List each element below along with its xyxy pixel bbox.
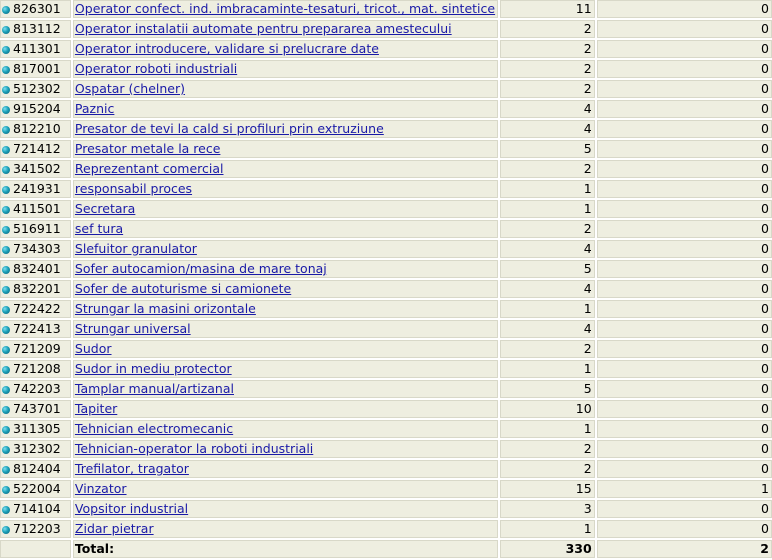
occupation-code-cell bbox=[0, 360, 71, 378]
occupation-code-cell bbox=[0, 20, 71, 38]
bullet-dot-icon bbox=[2, 126, 10, 134]
occupation-other-count: 0 bbox=[597, 20, 772, 38]
bullet-dot-icon bbox=[2, 226, 10, 234]
occupation-other-count: 0 bbox=[597, 60, 772, 78]
occupation-name-cell bbox=[73, 340, 499, 358]
occupation-link[interactable]: responsabil proces bbox=[74, 181, 193, 196]
table-row bbox=[0, 320, 772, 338]
occupation-link[interactable]: Ospatar (chelner) bbox=[74, 81, 186, 96]
occupation-name-cell bbox=[73, 480, 499, 498]
occupation-count: 5 bbox=[500, 260, 594, 278]
occupation-code: 516911 bbox=[13, 221, 61, 236]
table-row bbox=[0, 20, 772, 38]
bullet-dot-icon bbox=[2, 266, 10, 274]
total-blank-cell bbox=[0, 540, 71, 558]
occupation-other-count: 0 bbox=[597, 440, 772, 458]
occupation-name-cell bbox=[73, 440, 499, 458]
occupation-other-count: 0 bbox=[597, 400, 772, 418]
occupation-link[interactable]: Zidar pietrar bbox=[74, 521, 154, 536]
occupation-link[interactable]: Sofer de autoturisme si camionete bbox=[74, 281, 292, 296]
occupation-name-cell bbox=[73, 20, 499, 38]
occupation-count: 1 bbox=[500, 520, 594, 538]
table-row bbox=[0, 180, 772, 198]
occupation-link[interactable]: Sudor bbox=[74, 341, 112, 356]
occupation-code-cell bbox=[0, 320, 71, 338]
occupation-other-count: 0 bbox=[597, 340, 772, 358]
occupation-code-cell bbox=[0, 120, 71, 138]
occupation-code: 241931 bbox=[13, 181, 61, 196]
occupation-name-cell bbox=[73, 500, 499, 518]
bullet-dot-icon bbox=[2, 526, 10, 534]
occupation-code-cell bbox=[0, 100, 71, 118]
occupation-code-cell bbox=[0, 180, 71, 198]
bullet-dot-icon bbox=[2, 326, 10, 334]
occupation-link[interactable]: Slefuitor granulator bbox=[74, 241, 197, 256]
occupation-count: 4 bbox=[500, 280, 594, 298]
occupation-code-cell bbox=[0, 200, 71, 218]
occupation-link[interactable]: Vinzator bbox=[74, 481, 127, 496]
occupation-other-count: 0 bbox=[597, 240, 772, 258]
occupation-code-cell bbox=[0, 500, 71, 518]
occupation-count: 3 bbox=[500, 500, 594, 518]
occupation-code-cell bbox=[0, 480, 71, 498]
occupation-code: 411501 bbox=[13, 201, 61, 216]
bullet-dot-icon bbox=[2, 386, 10, 394]
table-row bbox=[0, 60, 772, 78]
occupation-code: 817001 bbox=[13, 61, 61, 76]
occupation-count: 2 bbox=[500, 80, 594, 98]
occupation-name-cell bbox=[73, 260, 499, 278]
occupation-count: 5 bbox=[500, 380, 594, 398]
table-row bbox=[0, 480, 772, 498]
occupation-name-cell bbox=[73, 520, 499, 538]
occupation-code: 743701 bbox=[13, 401, 61, 416]
table-row bbox=[0, 400, 772, 418]
occupation-code: 721209 bbox=[13, 341, 61, 356]
occupation-code: 722422 bbox=[13, 301, 61, 316]
occupation-code: 714104 bbox=[13, 501, 61, 516]
occupation-other-count: 0 bbox=[597, 460, 772, 478]
occupation-name-cell bbox=[73, 320, 499, 338]
occupation-other-count: 0 bbox=[597, 520, 772, 538]
occupation-code: 832401 bbox=[13, 261, 61, 276]
total-count: 330 bbox=[500, 540, 594, 558]
occupation-code-cell bbox=[0, 40, 71, 58]
occupation-other-count: 0 bbox=[597, 200, 772, 218]
bullet-dot-icon bbox=[2, 506, 10, 514]
occupation-name-cell bbox=[73, 80, 499, 98]
occupation-name-cell bbox=[73, 40, 499, 58]
occupation-other-count: 0 bbox=[597, 160, 772, 178]
occupation-link[interactable]: Operator instalatii automate pentru prepararea amestecului bbox=[74, 21, 452, 36]
occupation-count: 1 bbox=[500, 360, 594, 378]
occupation-code: 411301 bbox=[13, 41, 61, 56]
table-row bbox=[0, 240, 772, 258]
occupation-code-cell bbox=[0, 140, 71, 158]
occupation-name-cell bbox=[73, 280, 499, 298]
occupation-count: 2 bbox=[500, 340, 594, 358]
table-row bbox=[0, 360, 772, 378]
occupation-count: 10 bbox=[500, 400, 594, 418]
occupation-other-count: 0 bbox=[597, 320, 772, 338]
occupation-link[interactable]: Sofer autocamion/masina de mare tonaj bbox=[74, 261, 327, 276]
table-row bbox=[0, 220, 772, 238]
table-row bbox=[0, 160, 772, 178]
occupation-code: 722413 bbox=[13, 321, 61, 336]
occupation-other-count: 0 bbox=[597, 40, 772, 58]
occupation-link[interactable]: Sudor in mediu protector bbox=[74, 361, 232, 376]
occupation-count: 2 bbox=[500, 440, 594, 458]
table-row bbox=[0, 440, 772, 458]
occupation-count: 1 bbox=[500, 180, 594, 198]
occupation-code: 812210 bbox=[13, 121, 61, 136]
occupation-code: 742203 bbox=[13, 381, 61, 396]
occupation-link[interactable]: Tehnician electromecanic bbox=[74, 421, 234, 436]
occupation-code: 522004 bbox=[13, 481, 61, 496]
occupation-code-cell bbox=[0, 300, 71, 318]
occupation-code: 812404 bbox=[13, 461, 61, 476]
bullet-dot-icon bbox=[2, 206, 10, 214]
occupation-code-cell bbox=[0, 420, 71, 438]
occupation-code: 915204 bbox=[13, 101, 61, 116]
occupation-link[interactable]: sef tura bbox=[74, 221, 124, 236]
occupation-code-cell bbox=[0, 260, 71, 278]
bullet-dot-icon bbox=[2, 106, 10, 114]
occupation-code-cell bbox=[0, 380, 71, 398]
bullet-dot-icon bbox=[2, 86, 10, 94]
occupation-code: 734303 bbox=[13, 241, 61, 256]
table-row bbox=[0, 340, 772, 358]
occupation-count: 4 bbox=[500, 320, 594, 338]
occupation-count: 2 bbox=[500, 160, 594, 178]
bullet-dot-icon bbox=[2, 406, 10, 414]
occupation-other-count: 0 bbox=[597, 180, 772, 198]
occupation-name-cell bbox=[73, 120, 499, 138]
table-row bbox=[0, 420, 772, 438]
occupation-link[interactable]: Tapiter bbox=[74, 401, 118, 416]
total-label: Total: bbox=[73, 540, 499, 558]
occupation-link[interactable]: Operator confect. ind. imbracaminte-tesaturi, tricot., mat. sintetice bbox=[74, 1, 496, 16]
occupation-code: 832201 bbox=[13, 281, 61, 296]
occupation-link[interactable]: Operator introducere, validare si prelucrare date bbox=[74, 41, 379, 56]
bullet-dot-icon bbox=[2, 6, 10, 14]
table-row bbox=[0, 100, 772, 118]
occupation-code: 341502 bbox=[13, 161, 61, 176]
table-row bbox=[0, 300, 772, 318]
bullet-dot-icon bbox=[2, 306, 10, 314]
occupation-other-count: 0 bbox=[597, 100, 772, 118]
occupation-code: 712203 bbox=[13, 521, 61, 536]
table-row bbox=[0, 280, 772, 298]
occupation-name-cell bbox=[73, 380, 499, 398]
bullet-dot-icon bbox=[2, 46, 10, 54]
occupation-link[interactable]: Presator metale la rece bbox=[74, 141, 221, 156]
occupation-name-cell bbox=[73, 420, 499, 438]
occupation-other-count: 0 bbox=[597, 380, 772, 398]
occupation-code: 512302 bbox=[13, 81, 61, 96]
occupation-name-cell bbox=[73, 360, 499, 378]
occupation-code-cell bbox=[0, 340, 71, 358]
bullet-dot-icon bbox=[2, 366, 10, 374]
bullet-dot-icon bbox=[2, 486, 10, 494]
occupation-link[interactable]: Reprezentant comercial bbox=[74, 161, 224, 176]
table-row bbox=[0, 0, 772, 18]
occupation-count: 4 bbox=[500, 240, 594, 258]
occupation-other-count: 0 bbox=[597, 260, 772, 278]
occupation-code-cell bbox=[0, 160, 71, 178]
occupation-name-cell bbox=[73, 400, 499, 418]
occupation-name-cell bbox=[73, 300, 499, 318]
table-row bbox=[0, 40, 772, 58]
occupation-count: 2 bbox=[500, 60, 594, 78]
bullet-dot-icon bbox=[2, 186, 10, 194]
occupation-name-cell bbox=[73, 60, 499, 78]
bullet-dot-icon bbox=[2, 166, 10, 174]
occupation-count: 2 bbox=[500, 220, 594, 238]
bullet-dot-icon bbox=[2, 286, 10, 294]
occupation-code: 312302 bbox=[13, 441, 61, 456]
occupation-link[interactable]: Paznic bbox=[74, 101, 115, 116]
occupation-code-cell bbox=[0, 280, 71, 298]
occupation-name-cell bbox=[73, 460, 499, 478]
occupation-other-count: 0 bbox=[597, 0, 772, 18]
occupation-name-cell bbox=[73, 200, 499, 218]
bullet-dot-icon bbox=[2, 346, 10, 354]
occupation-count: 2 bbox=[500, 20, 594, 38]
bullet-dot-icon bbox=[2, 66, 10, 74]
occupation-count: 11 bbox=[500, 0, 594, 18]
occupation-code-cell bbox=[0, 80, 71, 98]
occupation-other-count: 0 bbox=[597, 220, 772, 238]
occupation-link[interactable]: Strungar universal bbox=[74, 321, 191, 336]
occupation-other-count: 1 bbox=[597, 480, 772, 498]
occupation-code: 311305 bbox=[13, 421, 61, 436]
occupation-code-cell bbox=[0, 460, 71, 478]
occupation-code: 721412 bbox=[13, 141, 61, 156]
occupation-code: 813112 bbox=[13, 21, 61, 36]
occupation-link[interactable]: Operator roboti industriali bbox=[74, 61, 238, 76]
occupation-count: 1 bbox=[500, 200, 594, 218]
occupation-count: 4 bbox=[500, 100, 594, 118]
bullet-dot-icon bbox=[2, 246, 10, 254]
occupation-link[interactable]: Tehnician-operator la roboti industriali bbox=[74, 441, 314, 456]
occupation-code-cell bbox=[0, 240, 71, 258]
table-row bbox=[0, 520, 772, 538]
occupation-other-count: 0 bbox=[597, 300, 772, 318]
occupation-other-count: 0 bbox=[597, 280, 772, 298]
bullet-dot-icon bbox=[2, 26, 10, 34]
bullet-dot-icon bbox=[2, 446, 10, 454]
total-row bbox=[0, 540, 772, 558]
occupation-code-cell bbox=[0, 0, 71, 18]
occupation-name-cell bbox=[73, 140, 499, 158]
bullet-dot-icon bbox=[2, 466, 10, 474]
occupation-code-cell bbox=[0, 60, 71, 78]
occupation-link[interactable]: Presator de tevi la cald si profiluri prin extruziune bbox=[74, 121, 384, 136]
occupation-link[interactable]: Secretara bbox=[74, 201, 136, 216]
occupation-code-cell bbox=[0, 520, 71, 538]
occupation-link[interactable]: Tamplar manual/artizanal bbox=[74, 381, 234, 396]
occupation-other-count: 0 bbox=[597, 120, 772, 138]
occupation-name-cell bbox=[73, 100, 499, 118]
occupation-other-count: 0 bbox=[597, 360, 772, 378]
occupation-name-cell bbox=[73, 220, 499, 238]
occupation-count: 5 bbox=[500, 140, 594, 158]
occupation-count: 4 bbox=[500, 120, 594, 138]
occupation-name-cell bbox=[73, 180, 499, 198]
table-row bbox=[0, 500, 772, 518]
occupation-code-cell bbox=[0, 400, 71, 418]
table-row bbox=[0, 140, 772, 158]
table-row bbox=[0, 460, 772, 478]
table-row bbox=[0, 380, 772, 398]
table-row bbox=[0, 260, 772, 278]
bullet-dot-icon bbox=[2, 146, 10, 154]
occupation-other-count: 0 bbox=[597, 420, 772, 438]
occupation-count: 2 bbox=[500, 460, 594, 478]
occupation-count: 15 bbox=[500, 480, 594, 498]
occupation-other-count: 0 bbox=[597, 80, 772, 98]
bullet-dot-icon bbox=[2, 426, 10, 434]
occupation-count: 2 bbox=[500, 40, 594, 58]
occupation-link[interactable]: Vopsitor industrial bbox=[74, 501, 189, 516]
occupation-link[interactable]: Trefilator, tragator bbox=[74, 461, 189, 476]
table-row bbox=[0, 120, 772, 138]
occupation-other-count: 0 bbox=[597, 500, 772, 518]
occupation-code-cell bbox=[0, 440, 71, 458]
occupation-name-cell bbox=[73, 0, 499, 18]
occupation-name-cell bbox=[73, 160, 499, 178]
occupation-code: 721208 bbox=[13, 361, 61, 376]
occupation-other-count: 0 bbox=[597, 140, 772, 158]
occupation-code: 826301 bbox=[13, 1, 61, 16]
occupation-link[interactable]: Strungar la masini orizontale bbox=[74, 301, 256, 316]
table-row bbox=[0, 200, 772, 218]
occupation-count: 1 bbox=[500, 420, 594, 438]
table-row bbox=[0, 80, 772, 98]
total-other: 2 bbox=[597, 540, 772, 558]
occupation-count: 1 bbox=[500, 300, 594, 318]
occupation-name-cell bbox=[73, 240, 499, 258]
occupation-code-cell bbox=[0, 220, 71, 238]
